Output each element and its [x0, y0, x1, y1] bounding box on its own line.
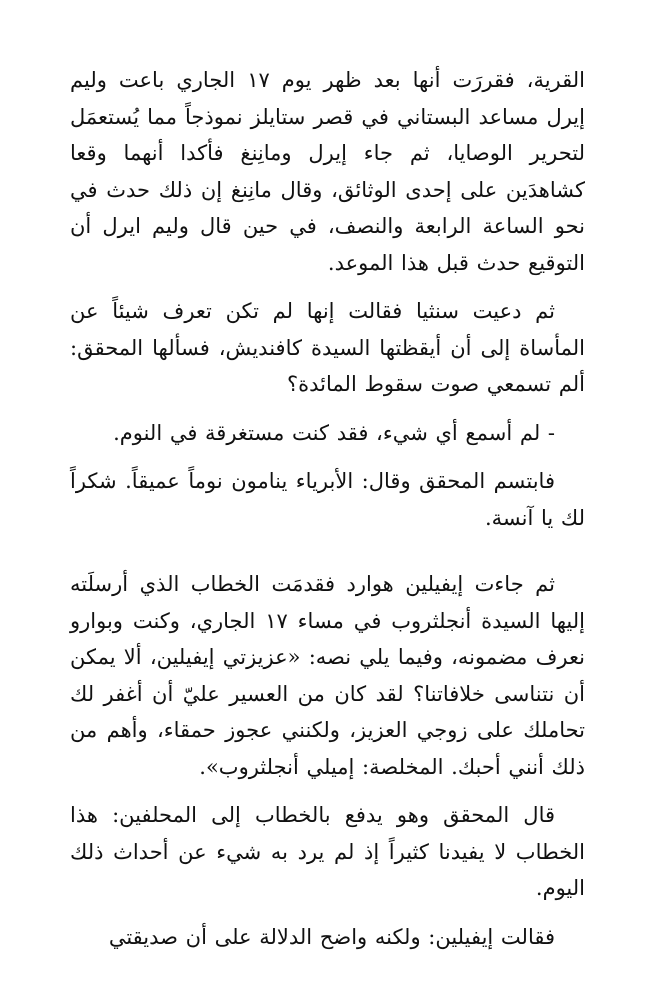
paragraph-7: فقالت إيفيلين: ولكنه واضح الدلالة على أن صديقتي: [108, 924, 555, 949]
paragraph-1: القرية، فقررَت أنها بعد ظهر يوم ١٧ الجاري باعت وليم إيرل مساعد البستاني في قصر ستايلز نموذجاً مما يُستعمَل لتحرير الوصايا، ثم جاء إيرل ومانِنغ فأكدا أنهما وقعا كشاهدَين على إحدى الوثائق، وقال مانِنغ إن ذلك حدث في نحو الساعة الرابعة والنصف، في حين قال وليم ايرل أن التوقيع حدث قبل هذا الموعد.: [70, 68, 585, 275]
paragraph-5: ثم جاءت إيفيلين هوارد فقدمَت الخطاب الذي أرسلَته إليها السيدة أنجلثروب في مساء ١٧ الجاري، وكنت وبوارو نعرف مضمونه، وفيما يلي نصه: «عزيزتي إيفيلين، ألا يمكن أن نتناسى خلافاتنا؟ لقد كان من العسير عليّ أن أغفر لك تحاملك على زوجي العزيز، ولكنني عجوز حمقاء، وأهم من ذلك أنني أحبك. المخلصة: إميلي أنجلثروب».: [70, 572, 585, 779]
paragraph-2: ثم دعيت سنثيا فقالت إنها لم تكن تعرف شيئاً عن المأساة إلى أن أيقظتها السيدة كافنديش، فسألها المحقق: ألم تسمعي صوت سقوط المائدة؟: [70, 299, 585, 396]
paragraph-6: قال المحقق وهو يدفع بالخطاب إلى المحلفين: هذا الخطاب لا يفيدنا كثيراً إذ لم يرد به شيء عن أحداث ذلك اليوم.: [70, 803, 585, 900]
paragraph-3: - لم أسمع أي شيء، فقد كنت مستغرقة في النوم.: [113, 420, 555, 445]
paragraph-4: فابتسم المحقق وقال: الأبرياء ينامون نوماً عميقاً. شكراً لك يا آنسة.: [70, 469, 585, 530]
